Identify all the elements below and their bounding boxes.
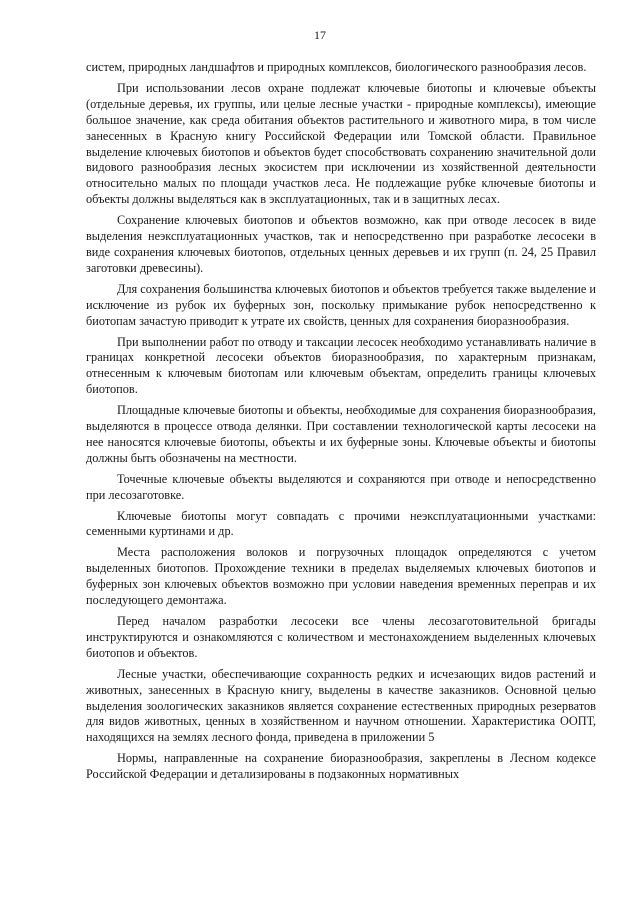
paragraph-11: Лесные участки, обеспечивающие сохранность редких и исчезающих видов растений и животных, занесенных в Красную книгу, выделены в качестве заказников. Основной целью выделения зоологических заказников является сохранение естественных природных резерватов для видов животных, ценных в хозяйственном и научном отношении. Характеристика ООПТ, находящихся на землях лесного фонда, приведена в приложении 5: [86, 666, 596, 745]
page-number: 17: [314, 28, 326, 42]
paragraph-6: Площадные ключевые биотопы и объекты, необходимые для сохранения биоразнообразия, выделяются в процессе отвода делянки. При составлении технологической карты лесосеки на нее наносятся ключевые биотопы, объекты и их буферные зоны. Ключевые объекты и биотопы должны быть обозначены на местности.: [86, 403, 596, 465]
paragraph-3: Сохранение ключевых биотопов и объектов возможно, как при отводе лесосек в виде выделения неэксплуатационных участков, так и непосредственно при разработке лесосеки в виде сохранения ключевых биотопов, отдельных ценных деревьев и их групп (п. 24, 25 Правил заготовки древесины).: [86, 213, 596, 275]
paragraph-10: Перед началом разработки лесосеки все члены лесозаготовительной бригады инструктируются и ознакомляются с количеством и местонахождением выделенных ключевых биотопов и объектов.: [86, 614, 596, 660]
paragraph-12: Нормы, направленные на сохранение биоразнообразия, закреплены в Лесном кодексе Российской Федерации и детализированы в подзаконных нормативных: [86, 751, 596, 782]
paragraph-1: систем, природных ландшафтов и природных комплексов, биологического разнообразия лесов.: [86, 60, 587, 74]
paragraph-7: Точечные ключевые объекты выделяются и сохраняются при отводе и непосредственно при лесозаготовке.: [86, 471, 596, 502]
paragraph-2: При использовании лесов охране подлежат ключевые биотопы и ключевые объекты (отдельные деревья, их группы, или целые лесные участки - природные комплексы), имеющие большое значение, как среда обитания объектов растительного и животного мира, в том числе занесенных в Красную книгу Российской Федерации или Томской области. Правильное выделение ключевых биотопов и объектов будет способствовать сохранению значительной доли видового разнообразия лесных экосистем при исключении из хозяйственной деятельности относительно малых по площади участков леса. Не подлежащие рубке ключевые биотопы и объекты должны выделяться как в эксплуатационных, так и в защитных лесах.: [86, 80, 596, 207]
page-body: [86, 60, 596, 788]
paragraph-8: Ключевые биотопы могут совпадать с прочими неэксплуатационными участками: семенными куртинами и др.: [86, 508, 596, 539]
paragraph-5: При выполнении работ по отводу и таксации лесосек необходимо устанавливать наличие в границах конкретной лесосеки объектов биоразнообразия, по характерным признакам, отнесенным к ключевым биотопам или ключевым объектам, определить границы ключевых биотопов.: [86, 334, 596, 397]
paragraph-9: Места расположения волоков и погрузочных площадок определяются с учетом выделенных биотопов. Прохождение техники в пределах выделяемых ключевых биотопов и буферных зон ключевых объектов возможно при условии наведения временных переправ и их последующего демонтажа.: [86, 545, 596, 608]
paragraph-4: Для сохранения большинства ключевых биотопов и объектов требуется также выделение и исключение из рубок их буферных зон, поскольку примыкание рубок непосредственно к биотопам зачастую приводит к утрате их свойств, ценных для сохранения биоразнообразия.: [86, 281, 596, 328]
